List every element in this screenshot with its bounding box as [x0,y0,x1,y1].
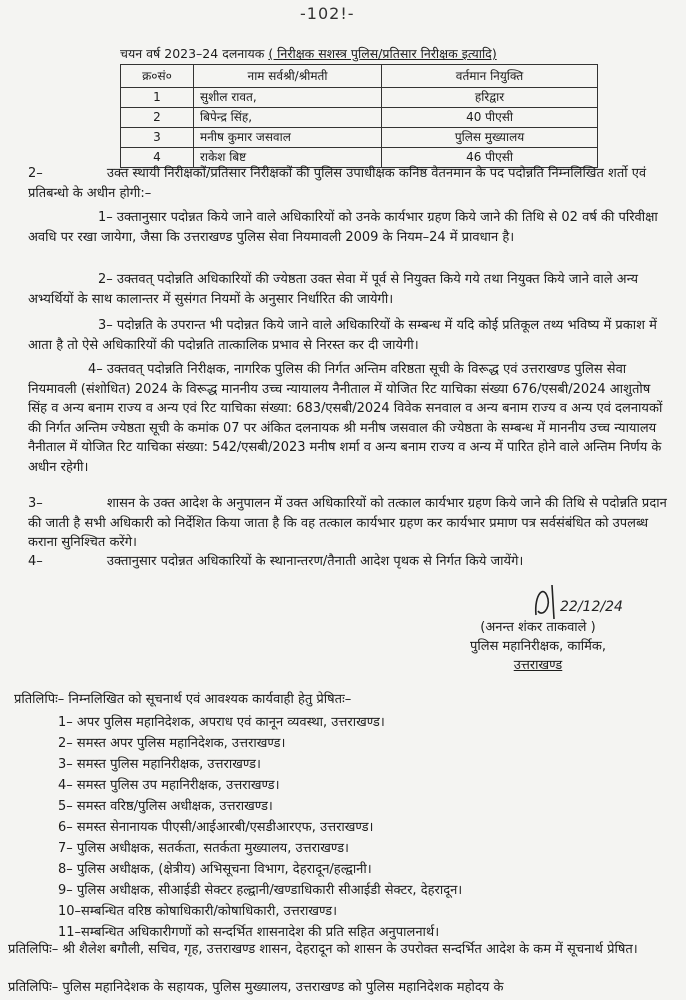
copy-to-text: पुलिस महानिदेशक के सहायक, पुलिस मुख्यालय, उत्तराखण्ड को पुलिस महानिदेशक महोदय के [62,980,504,995]
paragraph-text: उक्तानुसार पदोन्नत अधिकारियों के स्थानान्तरण/तैनाती आदेश पृथक से निर्गत किये जायेंगे। [106,554,524,569]
paragraph-text: उक्त स्थायी निरीक्षकों/प्रतिसार निरीक्षकों की पुलिस उपाधीक्षक कनिष्ठ वेतनमान के पद पदोन्नति निम्नलिखित शर्तो एवं प्रतिबन्धो के अधीन होगी:– [28,166,647,201]
row-name: राकेश बिष्ट [194,148,382,168]
copy-to-label: प्रतिलिपिः– [8,980,59,995]
col-name: नाम सर्वश्री/श्रीमती [194,65,382,88]
condition-3: 3– पदोन्नति के उपरान्त भी पदोन्नत किये जाने वाले अधिकारियों के सम्बन्ध में यदि कोई प्रतिकूल तथ्य भविष्य में प्रकाश में आता है तो ऐसे अधिकारियों की पदोन्नति तात्कालिक प्रभाव से निरस्त कर दी जायेगी। [28,318,657,353]
paragraph-3 [28,494,668,553]
list-item: 8– पुलिस अधीक्षक, (क्षेत्रीय) अभिसूचना विभाग, देहरादून/हल्द्वानी। [58,862,372,877]
handwritten-signature [530,565,640,625]
selection-year-header [120,44,497,63]
page-number: -102!- [300,4,355,23]
header-title: ( निरीक्षक सशस्त्र पुलिस/प्रतिसार निरीक्षक इत्यादि) [268,46,497,61]
list-item: 4– समस्त पुलिस उप महानिरीक्षक, उत्तराखण्ड। [58,778,280,793]
handwritten-date: 22/12/24 [560,599,623,615]
signatory-designation: पुलिस महानिरीक्षक, कार्मिक, [470,639,606,654]
row-serial: 1 [121,88,194,108]
row-serial: 4 [121,148,194,168]
copy-to-text: श्री शैलेश बगौली, सचिव, गृह, उत्तराखण्ड शासन, देहरादून को शासन के उपरोक्त सन्दर्भित आदेश के कम में सूचनार्थ प्रेषित। [62,942,638,957]
row-posting: 46 पीएसी [382,148,598,168]
copy-to-secretary [8,940,658,960]
signature-block [470,618,606,675]
row-name: मनीष कुमार जसवाल [194,128,382,148]
signatory-name: (अनन्त शंकर ताकवाले ) [480,620,596,635]
col-posting: वर्तमान नियुक्ति [382,65,598,88]
row-posting: पुलिस मुख्यालय [382,128,598,148]
signatory-office: उत्तराखण्ड [513,658,563,673]
paragraph-text: शासन के उक्त आदेश के अनुपालन में उक्त अधिकारियों को तत्काल कार्यभार ग्रहण किये जाने की तिथि से पदोन्नति प्रदान की जाती है सभी अधिकारी को निर्देशित किया जाता है कि वह तत्काल कार्यभार ग्रहण कर कार्यभार प्रमाण पत्र सर्वसंबंधित को उपलब्ध कराना सुनिश्चित करेंगे। [28,496,667,550]
row-serial: 2 [121,108,194,128]
copy-to-dgp-assistant [8,978,668,998]
paragraph-number: 3– [28,496,43,511]
row-name: बिपेन्द्र सिंह, [194,108,382,128]
list-item: 10–सम्बन्धित वरिष्ठ कोषाधिकारी/कोषाधिकारी, उत्तराखण्ड। [58,904,338,919]
list-item: 7– पुलिस अधीक्षक, सतर्कता, सतर्कता मुख्यालय, उत्तराखण्ड। [58,841,349,856]
officers-table [120,64,598,168]
row-name: सुशील रावत, [194,88,382,108]
paragraph-number: 2– [28,166,43,181]
table-row [121,128,598,148]
copy-to-intro: निम्नलिखित को सूचनार्थ एवं आवश्यक कार्यवाही हेतु प्रेषितः– [68,692,352,707]
row-posting: हरिद्वार [382,88,598,108]
list-item: 3– समस्त पुलिस महानिरीक्षक, उत्तराखण्ड। [58,757,261,772]
condition-4: 4– उक्तवत् पदोन्नति निरीक्षक, नागरिक पुलिस की निर्गत अन्तिम वरिष्ठता सूची के विरूद्ध एवं उत्तराखण्ड पुलिस सेवा नियमावली (संशोधित) 2024 के विरूद्ध माननीय उच्च न्यायालय नैनीताल में योजित रिट याचिका संख्या 676/एसबी/2024 आशुतोष सिंह व अन्य बनाम राज्य व अन्य एवं रिट याचिका संख्या: 683/एसबी/2024 विवेक सनवाल व अन्य बनाम राज्य व अन्य एवं दलनायकों की निर्गत अन्तिम ज्येष्ठता सूची के कमांक 07 पर अंकित दलनायक श्री मनीष जसवाल की ज्येष्ठता के सम्बन्ध में माननीय उच्च न्यायालय नैनीताल में योजित रिट याचिका संख्या: 542/एसबी/2023 मनीष शर्मा व अन्य बनाम राज्य व अन्य में पारित होने वाले अन्तिम निर्णय के अधीन रहेगी। [28,362,663,475]
list-item: 6– समस्त सेनानायक पीएसी/आईआरबी/एसडीआरएफ, उत्तराखण्ड। [58,820,374,835]
row-posting: 40 पीएसी [382,108,598,128]
copy-to-label: प्रतिलिपिः– [14,692,65,707]
list-item: 1– अपर पुलिस महानिदेशक, अपराध एवं कानून व्यवस्था, उत्तराखण्ड। [58,715,385,730]
col-serial: क्र०सं० [121,65,194,88]
copy-to-list [58,712,462,943]
table-header-row [121,65,598,88]
header-prefix: चयन वर्ष 2023–24 दलनायक [120,46,265,61]
row-serial: 3 [121,128,194,148]
condition-1: 1– उक्तानुसार पदोन्नत किये जाने वाले अधिकारियों को उनके कार्यभार ग्रहण किये जाने की तिथि से 02 वर्ष की परिवीक्षा अवधि पर रखा जायेगा, जैसा कि उत्तराखण्ड पुलिस सेवा नियमावली 2009 के नियम–24 में प्रावधान है। [28,210,658,245]
table-row [121,108,598,128]
list-item: 11–सम्बन्धित अधिकारीगणों को सन्दर्भित शासनादेश की प्रति सहित अनुपालनार्थ। [58,925,440,940]
paragraph-number: 4– [28,554,43,569]
copy-to-header [14,690,351,709]
copy-to-label: प्रतिलिपिः– [8,942,59,957]
list-item: 2– समस्त अपर पुलिस महानिदेशक, उत्तराखण्ड। [58,736,286,751]
list-item: 9– पुलिस अधीक्षक, सीआईडी सेक्टर हल्द्वानी/खण्डाधिकारी सीआईडी सेक्टर, देहरादून। [58,883,463,898]
list-item: 5– समस्त वरिष्ठ/पुलिस अधीक्षक, उत्तराखण्ड। [58,799,273,814]
condition-2: 2– उक्तवत् पदोन्नति अधिकारियों की ज्येष्ठता उक्त सेवा में पूर्व से नियुक्त किये गये तथा नियुक्त किये जाने वाले अन्य अभ्यर्थियों के साथ कालान्तर में सुसंगत नियमों के अनुसार निर्धारित की जायेगी। [28,272,638,307]
paragraph-2 [28,164,668,203]
table-row [121,88,598,108]
